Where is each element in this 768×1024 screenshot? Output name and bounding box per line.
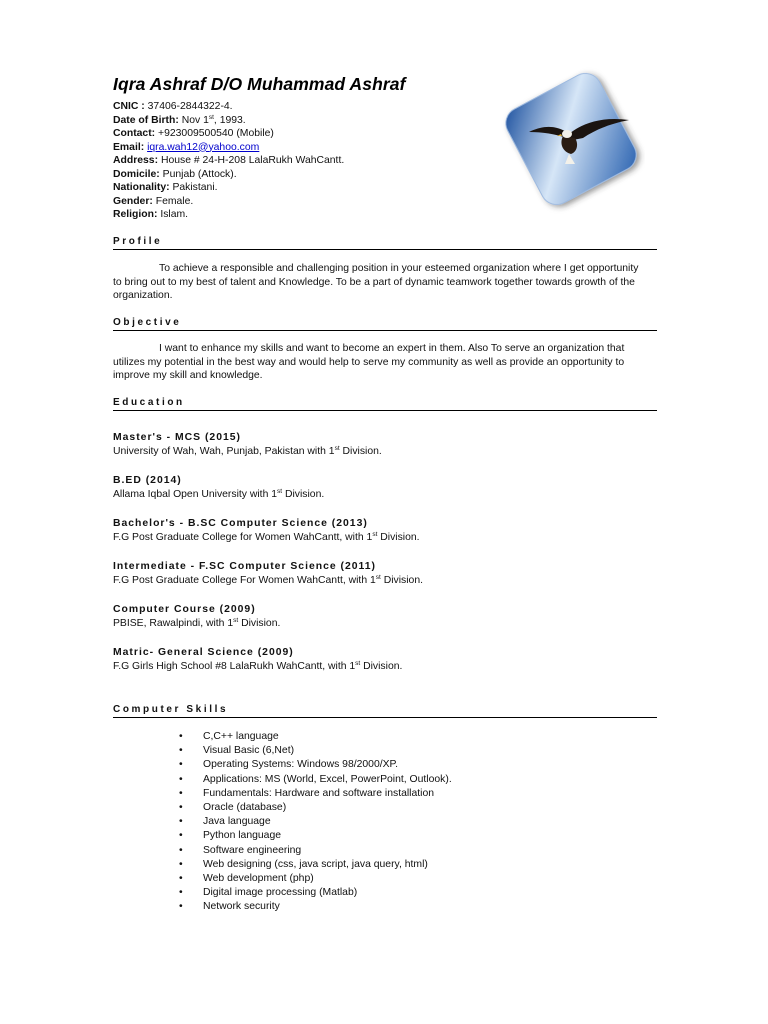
objective-text — [113, 342, 643, 383]
education-item — [113, 474, 653, 502]
skills-heading: Computer Skills — [113, 704, 657, 718]
profile-body: To achieve a responsible and challenging position in your esteemed organization where I get opportunity to bring out to my best of talent and Knowledge. To be a part of dynamic teamwork together towards growth of the organization. — [113, 263, 639, 302]
education-detail: University of Wah, Wah, Punjab, Pakistan with 1st Division. — [113, 445, 382, 457]
gender-row — [113, 195, 344, 209]
list-item: • Network security — [179, 900, 452, 914]
education-item — [113, 431, 653, 459]
domicile-label: Domicile: — [113, 168, 160, 180]
email-label: Email: — [113, 141, 145, 153]
contact-row — [113, 127, 344, 141]
education-title: Computer Course (2009) — [113, 604, 256, 615]
email-link[interactable]: iqra.wah12@yahoo.com — [147, 141, 260, 153]
dob-row — [113, 114, 344, 128]
cnic-row — [113, 100, 344, 114]
education-title: Bachelor's - B.SC Computer Science (2013) — [113, 518, 368, 529]
cnic-value: 37406-2844322-4. — [147, 101, 233, 112]
bullet-icon: • — [179, 816, 183, 828]
dob-day: Nov 1 — [181, 114, 209, 126]
bullet-icon: • — [179, 787, 183, 799]
bullet-icon: • — [179, 873, 183, 885]
education-detail: F.G Girls High School #8 LalaRukh WahCantt, with 1st Division. — [113, 660, 403, 672]
religion-row — [113, 208, 344, 222]
profile-text — [113, 262, 643, 303]
bullet-icon: • — [179, 731, 183, 742]
list-item: • Web designing (css, java script, java query, html) — [179, 858, 452, 872]
objective-heading: Objective — [113, 317, 657, 331]
education-detail: Allama Iqbal Open University with 1st Division. — [113, 488, 325, 500]
education-title: Intermediate - F.SC Computer Science (2011) — [113, 561, 377, 572]
nationality-label: Nationality: — [113, 182, 170, 193]
list-item: • Operating Systems: Windows 98/2000/XP. — [179, 758, 452, 772]
candidate-name: Iqra Ashraf D/O Muhammad Ashraf — [113, 74, 406, 94]
email-row — [113, 141, 344, 155]
education-detail: PBISE, Rawalpindi, with 1st Division. — [113, 617, 281, 629]
religion-label: Religion: — [113, 209, 158, 220]
bullet-icon: • — [179, 844, 183, 856]
dob-suffix: st — [208, 113, 214, 121]
list-item: • Java language — [179, 815, 452, 829]
list-item: • Software engineering — [179, 844, 452, 858]
contact-label: Contact: — [113, 128, 156, 139]
address-value: House # 24-H-208 LalaRukh WahCantt. — [160, 155, 345, 166]
dob-year: , 1993. — [213, 114, 246, 126]
bullet-icon: • — [179, 759, 183, 771]
education-heading: Education — [113, 397, 657, 411]
bullet-icon: • — [179, 773, 183, 785]
education-title: B.ED (2014) — [113, 475, 182, 486]
education-item — [113, 560, 653, 588]
bullet-icon: • — [179, 802, 183, 814]
list-item: • Python language — [179, 829, 452, 843]
dob-label: Date of Birth: — [113, 114, 179, 126]
eagle-photo — [497, 64, 645, 214]
nationality-value: Pakistani. — [172, 182, 218, 193]
personal-info — [113, 100, 344, 222]
cnic-label: CNIC : — [113, 101, 145, 112]
bullet-icon: • — [179, 830, 183, 842]
address-row — [113, 154, 344, 168]
list-item: • Fundamentals: Hardware and software installation — [179, 787, 452, 801]
nationality-row — [113, 181, 344, 195]
education-title: Master's - MCS (2015) — [113, 432, 241, 443]
objective-body: I want to enhance my skills and want to become an expert in them. Also To serve an organization that utilizes my potential in the best way and would help to serve my community as well as provide an opportunity to improve my skill and knowledge. — [113, 343, 625, 382]
gender-value: Female. — [155, 195, 194, 207]
education-detail: F.G Post Graduate College for Women WahCantt, with 1st Division. — [113, 531, 420, 543]
list-item: • Visual Basic (6,Net) — [179, 744, 452, 758]
profile-heading: Profile — [113, 236, 657, 250]
contact-value: +923009500540 (Mobile) — [158, 128, 274, 139]
bullet-icon: • — [179, 858, 183, 870]
education-item — [113, 603, 653, 631]
domicile-value: Punjab (Attock). — [162, 168, 237, 180]
education-title: Matric- General Science (2009) — [113, 647, 294, 658]
list-item: • Web development (php) — [179, 872, 452, 886]
education-item — [113, 646, 653, 674]
education-item — [113, 517, 653, 545]
bullet-icon: • — [179, 901, 183, 913]
dob-value — [182, 115, 246, 126]
list-item: • Oracle (database) — [179, 801, 452, 815]
bullet-icon: • — [179, 745, 183, 757]
list-item: • C,C++ language — [179, 730, 452, 744]
religion-value: Islam. — [160, 209, 189, 220]
domicile-row — [113, 168, 344, 182]
gender-label: Gender: — [113, 195, 153, 207]
list-item: • Digital image processing (Matlab) — [179, 886, 452, 900]
address-label: Address: — [113, 155, 159, 166]
skills-list — [179, 730, 452, 915]
education-detail: F.G Post Graduate College For Women WahCantt, with 1st Division. — [113, 574, 423, 586]
bullet-icon: • — [179, 887, 183, 899]
list-item: • Applications: MS (World, Excel, PowerPoint, Outlook). — [179, 773, 452, 787]
